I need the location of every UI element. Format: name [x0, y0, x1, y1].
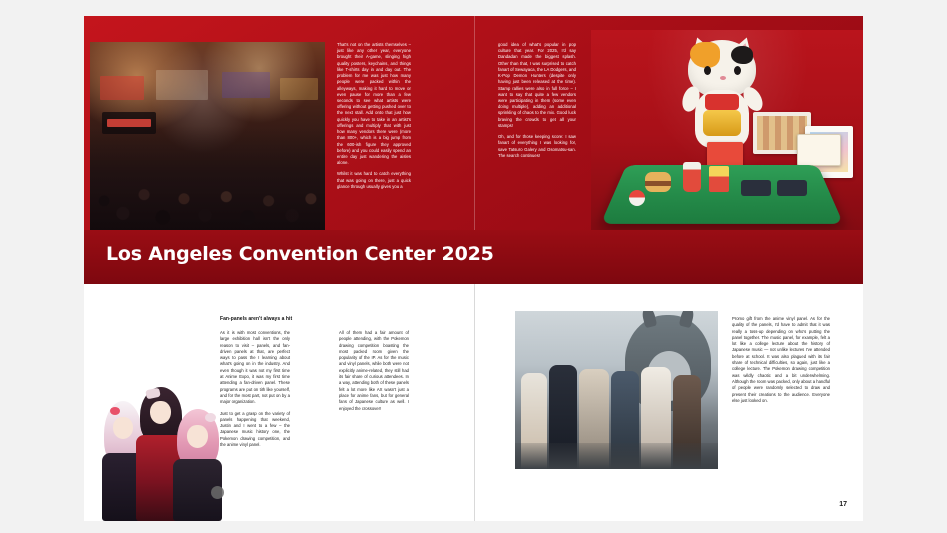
plush-coin — [703, 110, 741, 136]
merch-pad — [777, 180, 807, 196]
paragraph: Whilst it was hard to catch everything that was going on there, just a quick glance through usually gives you a — [337, 171, 411, 189]
anime-characters-illustration — [98, 373, 232, 521]
photo-floor — [515, 443, 718, 469]
merch-card — [797, 134, 841, 166]
burger-figure — [645, 172, 671, 192]
plush-bib — [705, 94, 739, 110]
plush-eye — [734, 66, 741, 75]
plush-patch — [731, 46, 753, 64]
character-face — [150, 401, 171, 424]
paragraph: That's not on the artists themselves – just like any other year, everyone brought their A-game, slinging high quality posters, keychains, and things like T-shirts day in and day out. The problem for me was just how many people were packed within the alleyways, making it hard to move or even pause for more than a few seconds to see what artists were offering without getting pushed over to the next stall. Add onto that just how quickly you have to take in an artist's offerings and multiply that with just how many vendors there were (more than 800+, which is a big jump from the 600-ish figure they approved before) and you could easily spend an entire day just wandering the aisles alone. — [337, 42, 411, 166]
fries-figure — [709, 166, 729, 192]
top-spread-red — [84, 16, 863, 284]
character-face — [187, 425, 208, 448]
paragraph: Oh, and for those keeping score: I saw fanart of everything I was looking for, save Tatsuro Galery and Osomatsu-san. The search continues! — [498, 134, 576, 158]
convention-floor-photo — [90, 42, 325, 230]
article-column-pop-culture — [498, 42, 576, 164]
cosplay-group-photo — [515, 311, 718, 469]
merch-pad — [741, 180, 771, 196]
page-number: 17 — [839, 501, 847, 508]
pokeball-figure — [629, 190, 645, 206]
character-face — [113, 417, 133, 439]
paragraph: As it is with most conventions, the large exhibition hall isn't the only reason to visit – panels, and fan-driven panels at that, are perfect ways to pass the I learning about what's going on in the industry. And even though it was not my first time at Anime Expo, it was my first time attending a fan-driven panel. These programs are put on tiIh like yourself, and for the most part, not put on by a major organization. — [220, 330, 290, 405]
crowd-silhouettes — [90, 126, 325, 230]
booth-banner — [280, 78, 318, 100]
plush-patch — [690, 42, 720, 68]
paragraph: Promo gift from the anime vinyl panel. As for the quality of the panels, I'd have to admit that it was really a toss-up depending on who's putting the panel together. The music panel, for example, felt a lot like a college lecture about the history of Japanese music — not unlike lectures I've attended before at school. It was also plagued with its fair share of technical difficulties, so again, just like a college lecture. The Pokemon drawing competition was wildly chaotic and a bit underwhelming. Although the room was packed, only about a handful of people were randomly selected to draw and present their creations to the audience. Everyone else just looked on. — [732, 316, 830, 403]
paragraph: good idea of what's popular in pop culture that year. For 2025, I'd say Dandadan made the biggest splash. Other than that, I was surprised to catch fanart of Sewayaca, the LA Dodgers, and K-Pop Demon Hunters (despite only having just been released at the time). Stamp rallies were also in full force – I want to say that quite a few vendors were participating in them (some even doing multiple), adding an additional sprinkling of chaos to the mix. Good luck braving the crowds to get all your stamps! — [498, 42, 576, 128]
character-accessory — [110, 407, 120, 415]
article-column-artists — [337, 42, 411, 195]
title-banner — [84, 230, 863, 284]
section-subheading: Fan-panels aren't always a hit — [220, 316, 293, 322]
paragraph: All of them had a fair amount of people attending, with the Pokemon drawing competition boasting the most packed room given the popularity of the IP. As for the music and vinyl panels, while both were not explicitly anime-related, they still had its fair share of curious attendees. In a way, attending both of these panels felt a lot more like AX wasn't just a place for anime fans, but for general fans of Japanese culture as well. I enjoyed the crossover! — [339, 330, 409, 411]
merch-plush-photo — [591, 30, 863, 246]
booth-banner — [156, 70, 208, 100]
plush-eye — [704, 66, 711, 75]
booth-banner — [222, 72, 270, 98]
page-gutter — [474, 284, 475, 521]
paragraph: Just to get a grasp on the variety of panels happening that weekend, Justin and I went to a few – the Japanese music history one, the Pokemon drawing competition, and the anime vinyl panel. — [220, 410, 290, 448]
character-accessory — [205, 413, 216, 422]
drink-cup-figure — [683, 162, 701, 192]
article-column-panels-3 — [732, 316, 830, 409]
anime-character — [172, 409, 224, 521]
watermark-logo-icon — [211, 486, 224, 499]
booth-banner — [100, 76, 144, 100]
page-title: Los Angeles Convention Center 2025 — [106, 243, 494, 265]
bottom-spread-white — [84, 284, 863, 521]
plush-nose — [720, 76, 726, 80]
article-column-panels-2 — [339, 330, 409, 417]
